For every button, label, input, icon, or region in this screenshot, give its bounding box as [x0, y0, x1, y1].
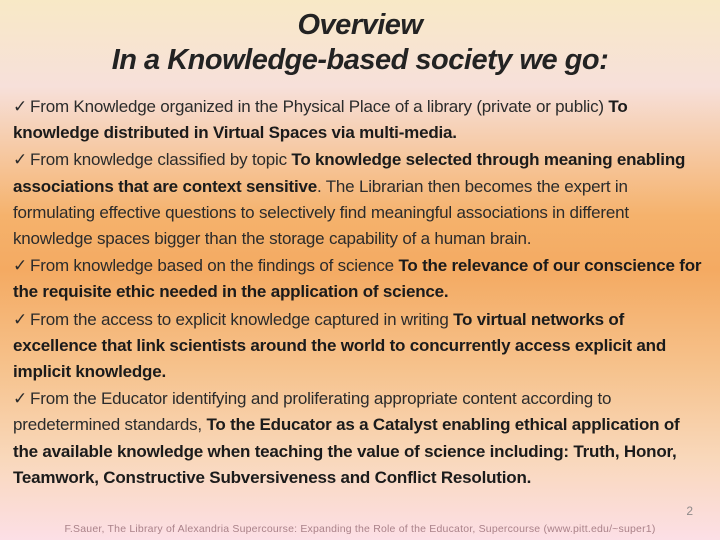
bullet-text-bold: To knowledge distributed in Virtual Spaces via multi-media. [13, 97, 628, 143]
title-line-2: In a Knowledge-based society we go: [111, 44, 609, 76]
bullet-text-bold: To the Educator as a Catalyst enabling ethical application of the available knowledge when teaching the value of science including: Truth, Honor, Teamwork, Constructive Subversiveness and Conflict Resolution. [13, 415, 680, 487]
bullet-text: From the Educator identifying and proliferating appropriate content according to predetermined standards, [13, 389, 612, 435]
bullet-text: From Knowledge organized in the Physical Place of a library (private or public) [30, 97, 609, 116]
checkmark-icon: ✓ [13, 389, 28, 409]
bullet-text: From knowledge classified by topic [30, 150, 292, 170]
bullet-text: From the access to explicit knowledge captured in writing [30, 309, 454, 329]
bullet-item [13, 253, 707, 305]
bullet-text-bold: To the relevance of our conscience for the requisite ethic needed in the application of science. [13, 256, 702, 302]
bullet-text-bold: To virtual networks of excellence that link scientists around the world to concurrently access explicit and implicit knowledge. [13, 309, 667, 382]
checkmark-icon: ✓ [13, 150, 28, 170]
bullet-text: . The Librarian then becomes the expert in formulating effective questions to selectively find meaningful associations in different knowledge spaces bigger than the storage capability of a human brain. [13, 176, 629, 249]
bullet-item [13, 307, 707, 386]
bullet-item [13, 147, 707, 252]
bullet-text-bold: To knowledge selected through meaning enabling associations that are context sensitive [13, 150, 686, 196]
bullet-item [13, 386, 707, 491]
footer-citation: F.Sauer, The Library of Alexandria Supercourse: Expanding the Role of the Educator, Supercourse (www.pitt.edu/~super1) [64, 523, 656, 535]
page-number: 2 [686, 504, 693, 518]
bullet-item [13, 94, 707, 146]
slide-title [0, 0, 720, 78]
checkmark-icon: ✓ [13, 309, 28, 329]
title-line-1: Overview [297, 9, 423, 41]
checkmark-icon: ✓ [13, 256, 28, 276]
bullet-text: From knowledge based on the findings of science [30, 256, 399, 276]
bullet-list [0, 78, 720, 491]
checkmark-icon: ✓ [13, 97, 28, 116]
